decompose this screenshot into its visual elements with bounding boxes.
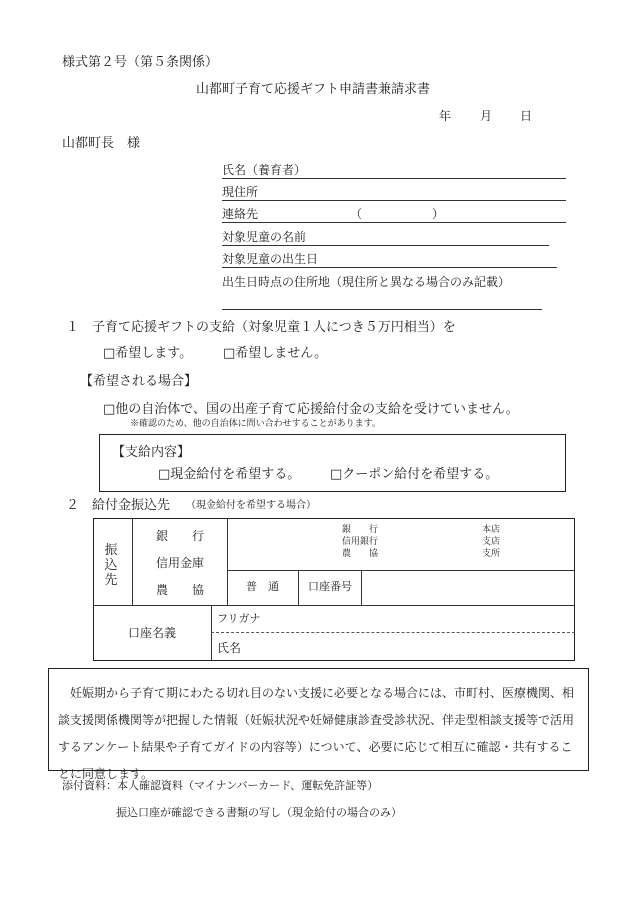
inst-type-bank: 銀 行: [342, 525, 379, 535]
if-wish-heading: 【希望される場合】: [80, 374, 198, 389]
other-municipality-note: ※確認のため、他の自治体に問い合わせすることがあります。: [130, 419, 381, 429]
payment-content-box: [99, 434, 566, 492]
form-title: 山都町子育て応援ギフト申請書兼請求書: [196, 82, 431, 97]
other-municipality-checkbox[interactable]: □他の自治体で、国の出産子育て応援給付金の支給を受けていません。: [103, 402, 519, 417]
wish-no-checkbox[interactable]: □希望しません。: [223, 346, 328, 361]
wish-yes-checkbox[interactable]: □希望します。: [103, 346, 193, 361]
date-month: 月: [480, 109, 493, 123]
holder-name-label: 氏名: [217, 641, 242, 655]
section2-heading: ２ 給付金振込先: [66, 498, 171, 513]
branch-type-branch: 支店: [482, 537, 501, 547]
coupon-option-checkbox[interactable]: □クーポン給付を希望する。: [330, 467, 499, 482]
contact-paren-close: ）: [432, 207, 445, 221]
cash-option-checkbox[interactable]: □現金給付を希望する。: [158, 467, 301, 482]
attachments-line-2: 振込口座が確認できる書類の写し（現金給付の場合のみ）: [116, 806, 402, 819]
child-name-label: 対象児童の名前: [222, 230, 307, 244]
bank-type-nokyo: 農 協: [156, 583, 205, 597]
furigana-label: フリガナ: [217, 612, 261, 625]
date-year: 年: [439, 109, 452, 123]
contact-field[interactable]: [222, 222, 566, 223]
inst-type-shinyo: 信用銀行: [342, 537, 379, 547]
consent-text: 妊娠期から子育て期にわたる切れ目のない支援に必要となる場合には、市町村、医療機関、相談支援関係機関等が把握した情報（妊娠状況や妊婦健康診査受診状況、伴走型相談支援等で活用するアンケート結果や子育てガイドの内容等）について、必要に応じて相互に確認・共有することに同意します。: [58, 686, 575, 781]
child-birth-label: 対象児童の出生日: [222, 252, 319, 266]
transfer-label-char-1: 振: [104, 543, 118, 558]
addressee: 山都町長 様: [62, 136, 141, 151]
address-field[interactable]: [222, 200, 566, 201]
branch-type-head: 本店: [482, 525, 501, 535]
attachments-line-1: 添付資料：本人確認資料（マイナンバーカード、運転免許証等）: [62, 779, 379, 792]
consent-box: [48, 668, 589, 781]
inst-type-nokyo: 農 協: [342, 549, 379, 559]
account-number-field[interactable]: [365, 573, 573, 603]
applicant-name-label: 氏名（養育者）: [222, 163, 307, 177]
section2-heading-note: （現金給付を希望する場合）: [186, 500, 316, 511]
account-type: 普 通: [246, 580, 279, 593]
transfer-label-char-3: 先: [104, 573, 118, 588]
birth-address-field[interactable]: [222, 309, 542, 310]
applicant-name-field[interactable]: [222, 178, 566, 179]
branch-type-office: 支所: [482, 549, 501, 559]
child-name-field[interactable]: [222, 245, 549, 246]
transfer-label-char-2: 込: [104, 558, 118, 573]
form-number: 様式第２号（第５条関係）: [62, 55, 219, 70]
bank-type-shinkin: 信用金庫: [156, 556, 205, 570]
bank-type-bank: 銀 行: [156, 529, 205, 543]
section1-heading: １ 子育て応援ギフトの支給（対象児童１人につき５万円相当）を: [66, 320, 456, 335]
address-label: 現住所: [222, 185, 259, 199]
date-day: 日: [520, 109, 533, 123]
child-birth-field[interactable]: [222, 267, 557, 268]
account-number-label: 口座番号: [308, 580, 352, 593]
account-holder-label: 口座名義: [128, 626, 177, 640]
contact-label: 連絡先: [222, 207, 259, 221]
payment-content-title: 【支給内容】: [112, 445, 191, 460]
contact-paren-open: （: [350, 207, 363, 221]
transfer-label: [104, 543, 118, 588]
birth-address-label: 出生日時点の住所地（現住所と異なる場合のみ記載）: [222, 275, 511, 289]
